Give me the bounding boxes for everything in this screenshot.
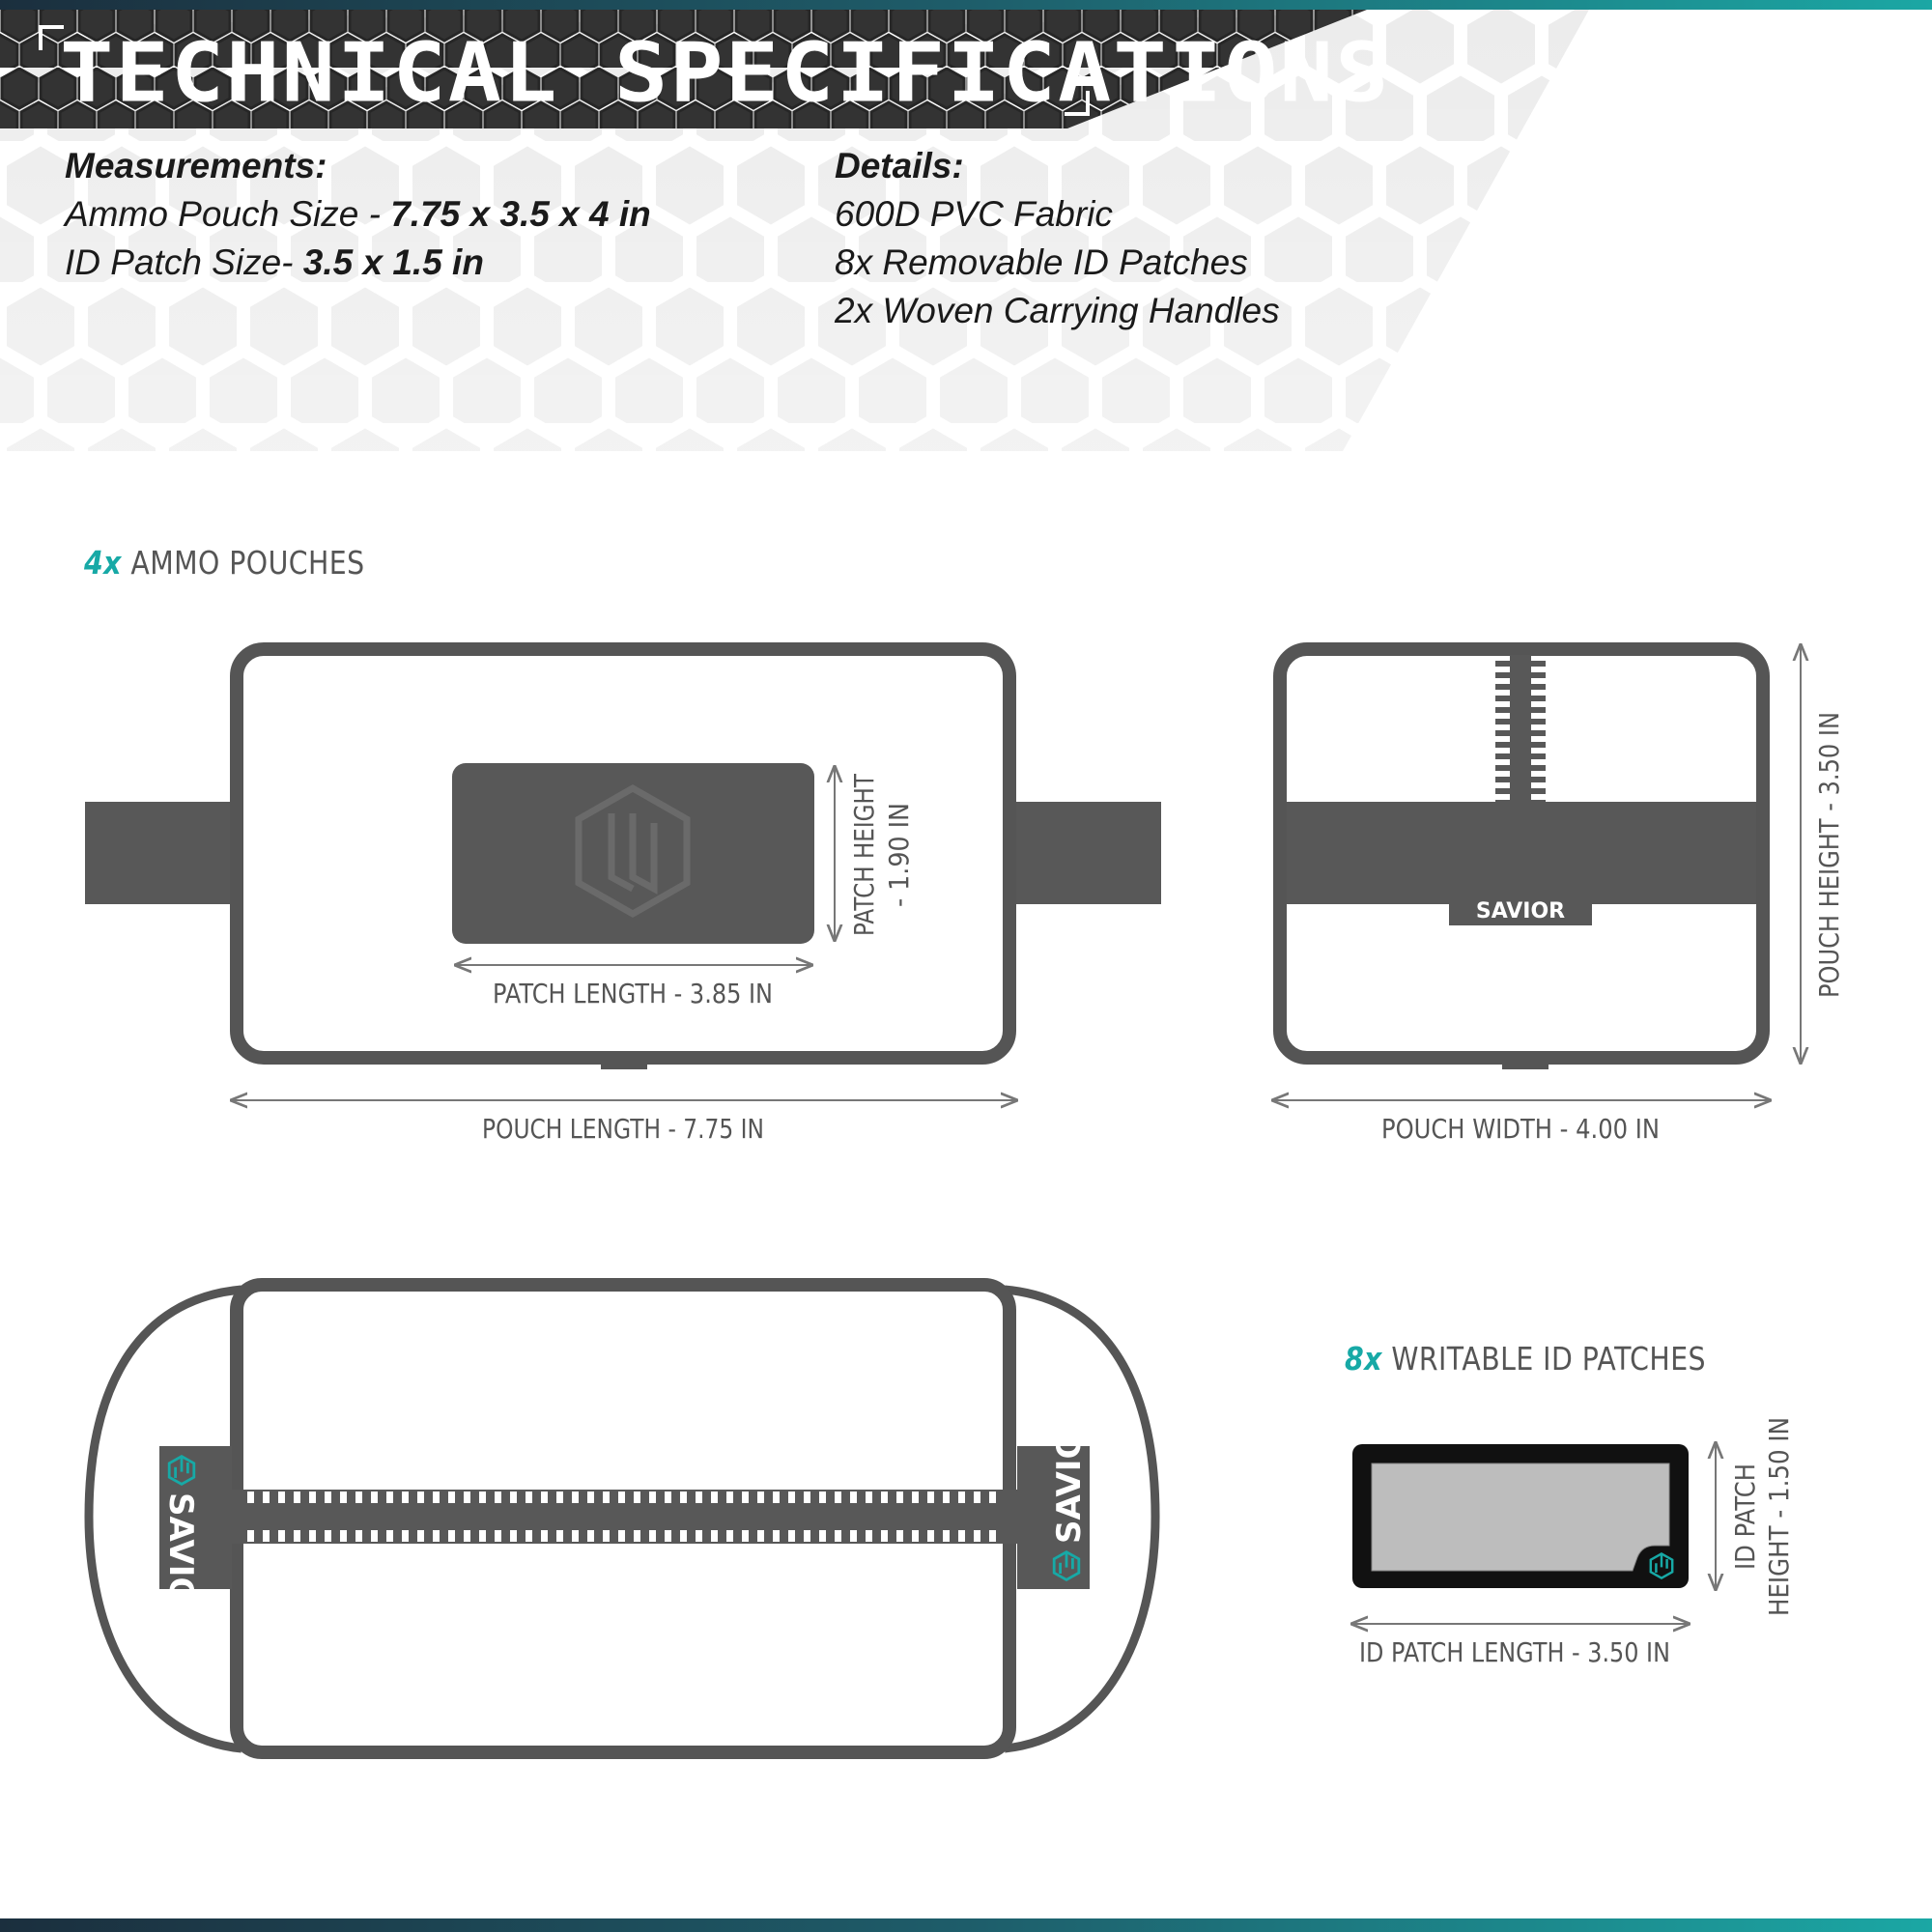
patches-label: WRITABLE ID PATCHES xyxy=(1381,1340,1707,1378)
pouches-count: 4x xyxy=(84,544,122,582)
id-patch-write-area xyxy=(1372,1463,1669,1571)
patch-height-value: - 1.90 IN xyxy=(883,791,915,907)
pouch-height-label: POUCH HEIGHT - 3.50 IN xyxy=(1813,665,1845,998)
detail-line: 600D PVC Fabric xyxy=(835,194,1113,234)
id-patch-length-label: ID PATCH LENGTH - 3.50 IN xyxy=(1359,1636,1670,1668)
pouches-label: AMMO POUCHES xyxy=(121,544,365,582)
bottom-accent-bar xyxy=(0,1918,1932,1932)
pouch-side-view xyxy=(1273,645,1801,1100)
right-handle xyxy=(1014,802,1161,904)
measurement-value: 7.75 x 3.5 x 4 in xyxy=(390,194,651,234)
measurement-label: ID Patch Size- xyxy=(65,242,303,282)
id-patch-height-value: HEIGHT - 1.50 IN xyxy=(1763,1388,1795,1616)
detail-line: 8x Removable ID Patches xyxy=(835,242,1248,282)
detail-line: 2x Woven Carrying Handles xyxy=(835,291,1280,330)
details-heading: Details: xyxy=(835,146,964,185)
side-tag-brand: SAVIOR xyxy=(1475,899,1566,923)
pouch-top-view xyxy=(89,1285,1155,1752)
measurement-value: 3.5 x 1.5 in xyxy=(302,242,484,282)
measurement-label: Ammo Pouch Size - xyxy=(65,194,391,234)
bottom-tab xyxy=(601,1058,647,1069)
side-bottom-tab xyxy=(1502,1058,1548,1069)
page-title: TECHNICAL SPECIFICATIONS xyxy=(60,25,1391,121)
pouch-width-label: POUCH WIDTH - 4.00 IN xyxy=(1381,1113,1660,1145)
measurements-heading: Measurements: xyxy=(65,146,327,185)
left-handle xyxy=(85,802,232,904)
left-tag-brand: SAVIOR xyxy=(161,1492,200,1631)
patch-height-label: PATCH HEIGHT xyxy=(848,739,880,936)
id-patch-height-label: ID PATCH xyxy=(1729,1447,1761,1570)
pouch-front-view xyxy=(85,649,1161,1100)
id-patch-drawing xyxy=(1352,1443,1716,1624)
right-tag-brand: SAVIOR xyxy=(1050,1406,1089,1544)
side-strap xyxy=(1287,802,1756,904)
pouch-length-label: POUCH LENGTH - 7.75 IN xyxy=(482,1113,764,1145)
patch-length-label: PATCH LENGTH - 3.85 IN xyxy=(493,978,773,1009)
patches-count: 8x xyxy=(1345,1340,1382,1378)
top-zipper xyxy=(232,1490,1019,1544)
